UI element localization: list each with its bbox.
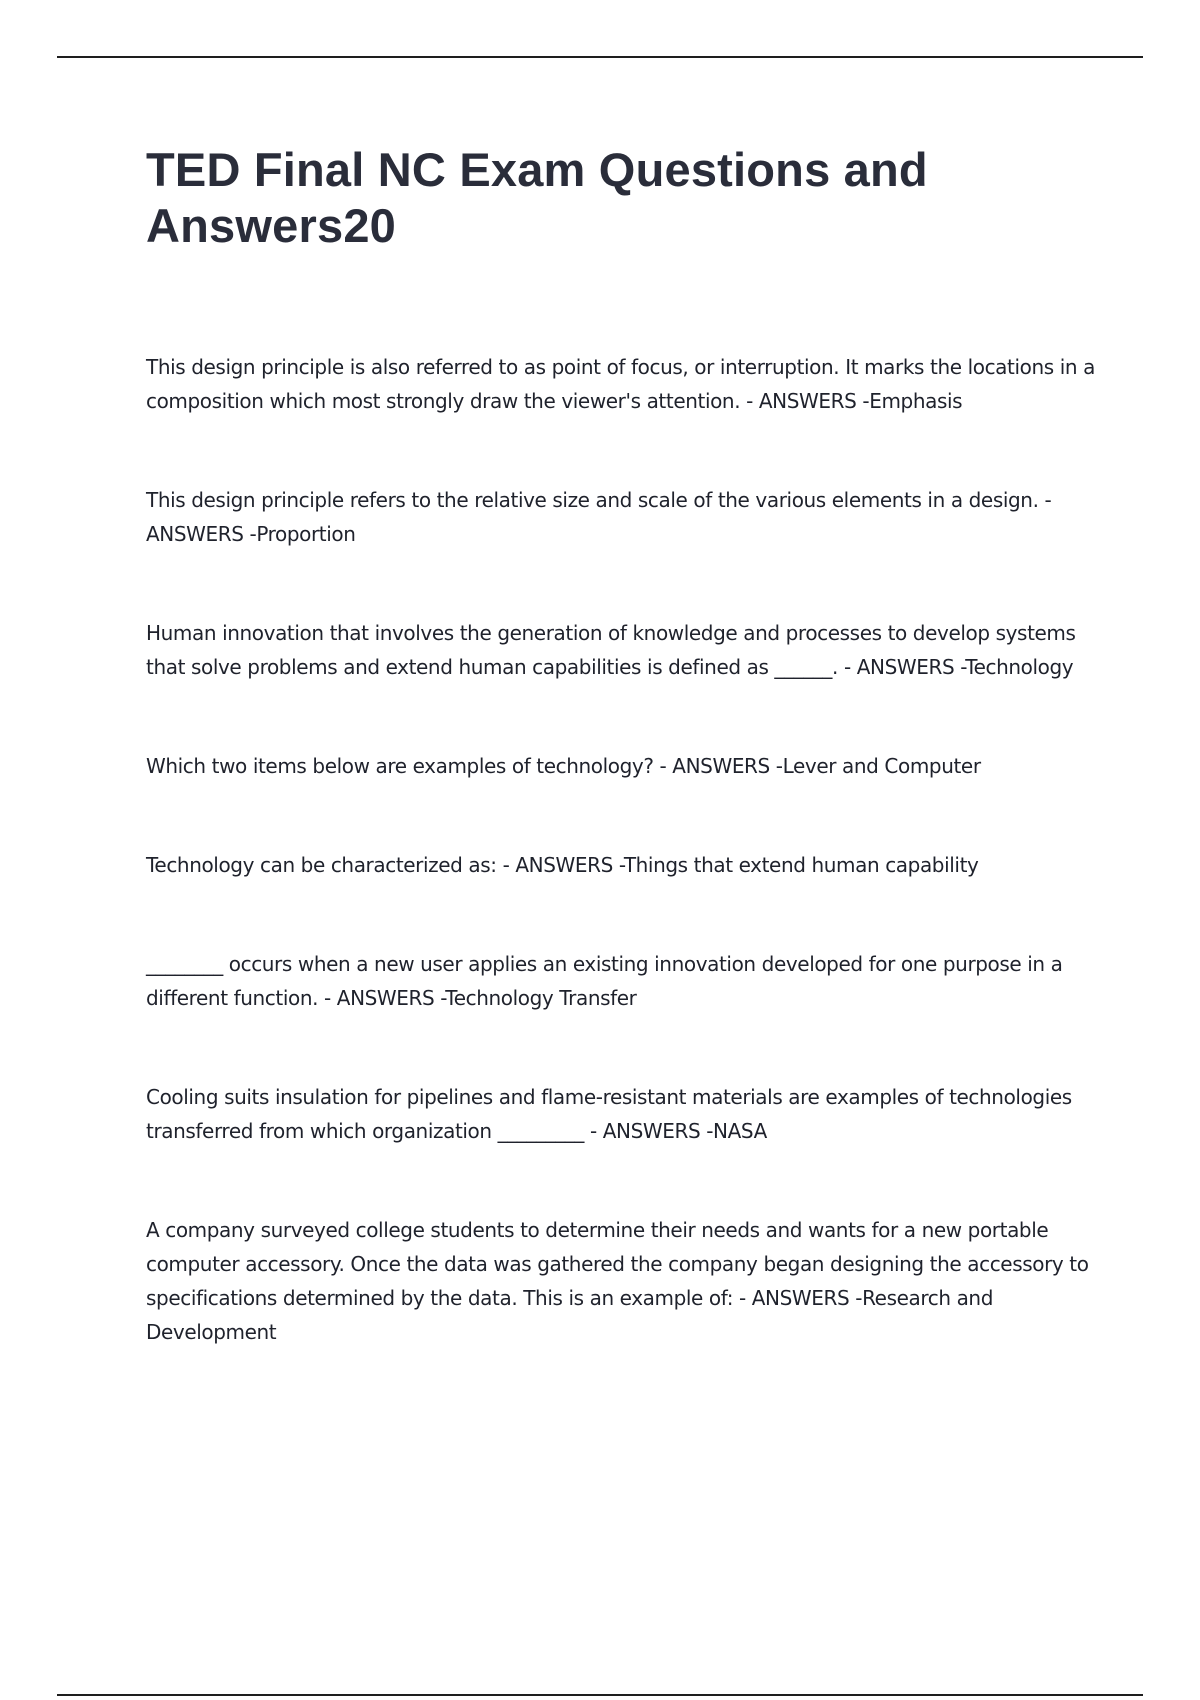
- document-title: TED Final NC Exam Questions and Answers20: [146, 143, 928, 252]
- qa-item-6: ________ occurs when a new user applies an existing innovation developed for one purpose in a different function. - ANSWERS -Technology Transfer: [146, 952, 1063, 1010]
- qa-item-8: A company surveyed college students to determine their needs and wants for a new portable computer accessory. Once the data was gathered the company began designing the accessory to specifications determined by the data. This is an example of: - ANSWERS -Research and Development: [146, 1218, 1089, 1344]
- top-rule: [57, 56, 1143, 58]
- bottom-rule: [57, 1694, 1143, 1696]
- qa-item-4: Which two items below are examples of technology? - ANSWERS -Lever and Computer: [146, 754, 981, 778]
- document-body: [146, 142, 1096, 1414]
- qa-item-3: Human innovation that involves the generation of knowledge and processes to develop systems that solve problems and extend human capabilities is defined as ______. - ANSWERS -Technology: [146, 621, 1076, 679]
- qa-list: [146, 350, 1096, 1349]
- qa-item-1: This design principle is also referred to as point of focus, or interruption. It marks the locations in a composition which most strongly draw the viewer's attention. - ANSWERS -Emphasis: [146, 355, 1095, 413]
- qa-item-5: Technology can be characterized as: - ANSWERS -Things that extend human capability: [146, 853, 979, 877]
- qa-item-7: Cooling suits insulation for pipelines and flame-resistant materials are examples of technologies transferred from which organization _________ - ANSWERS -NASA: [146, 1085, 1072, 1143]
- qa-item-2: This design principle refers to the relative size and scale of the various elements in a design. - ANSWERS -Proportion: [146, 488, 1052, 546]
